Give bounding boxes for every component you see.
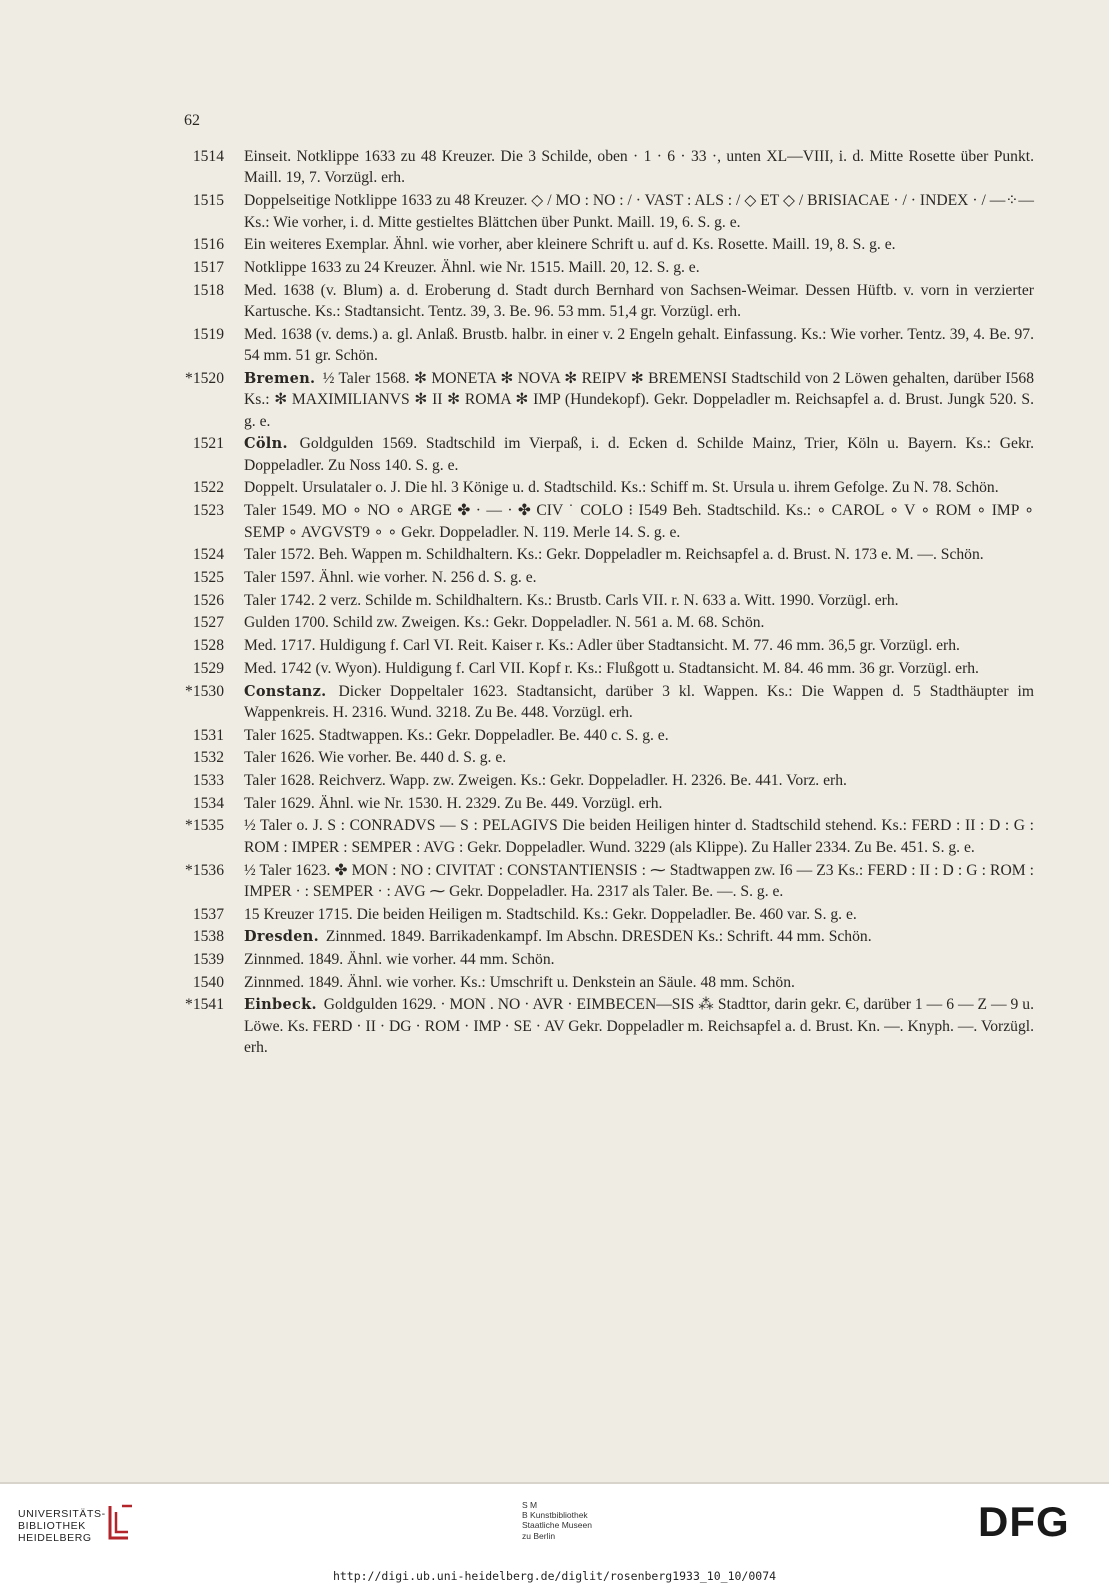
entry-number: 1531 — [192, 726, 224, 744]
entry-number: 1534 — [192, 794, 224, 812]
entry-description — [244, 324, 1034, 367]
catalog-entry — [172, 368, 1034, 432]
catalog-entry — [172, 500, 1034, 543]
entry-description — [244, 190, 1034, 233]
entry-description — [244, 368, 1034, 432]
entry-description — [244, 972, 1034, 993]
logo-text-line: BIBLIOTHEK — [18, 1520, 86, 1532]
catalog-entries — [172, 146, 1034, 1060]
entry-number: 1533 — [192, 772, 224, 790]
entry-description — [244, 681, 1034, 724]
catalog-entry — [172, 257, 1034, 278]
permalink-url[interactable]: http://digi.ub.uni-heidelberg.de/diglit/rosenberg1933_10_10/0074 — [332, 1569, 777, 1583]
catalog-entry — [172, 146, 1034, 189]
entry-description — [244, 590, 1034, 611]
entry-number: 1540 — [192, 973, 224, 991]
catalog-entry — [172, 433, 1034, 476]
catalog-entry — [172, 860, 1034, 903]
entry-number: 1539 — [192, 951, 224, 969]
entry-description — [244, 567, 1034, 588]
entry-text: Med. 1742 (v. Wyon). Huldigung f. Carl VII. Kopf r. Ks.: Flußgott u. Stadtansicht. M. 84. 46 mm. 36 gr. Vorzügl. erh. — [244, 659, 979, 677]
entry-text: Med. 1717. Huldigung f. Carl VI. Reit. Kaiser r. Ks.: Adler über Stadtansicht. M. 77. 46 mm. 36,5 gr. Vorzügl. erh. — [244, 637, 960, 655]
entry-number: 1537 — [192, 905, 224, 923]
stamp-line: zu Berlin — [522, 1530, 556, 1541]
heidelberg-emblem-icon — [102, 1502, 136, 1542]
entry-place-heading: Bremen. — [244, 369, 316, 387]
entry-description — [244, 234, 1034, 255]
entry-description — [244, 433, 1034, 476]
catalog-entry — [172, 635, 1034, 656]
catalog-entry — [172, 949, 1034, 970]
catalog-entry — [172, 770, 1034, 791]
entry-text: Doppelseitige Notklippe 1633 zu 48 Kreuzer. ◇ / MO : NO : / · VAST : ALS : / ◇ ET ◇ / BRISIACAE · / · INDEX · / —⁘— Ks.: Wie vorher, i. d. Mitte gestieltes Blättchen über Punkt. Maill. 19, 6. S. g. e. — [244, 192, 1034, 231]
page-number: 62 — [184, 112, 200, 129]
entry-description — [244, 860, 1034, 903]
kunstbibliothek-stamp — [522, 1500, 592, 1541]
entry-number: *1535 — [185, 817, 224, 835]
entry-description — [244, 725, 1034, 746]
catalog-entry — [172, 747, 1034, 768]
entry-text: Taler 1549. MO ∘ NO ∘ ARGE ✤ · — · ✤ CIV ˙ COLO ⁝ I549 Beh. Stadtschild. Ks.: ∘ CAROL ∘ V ∘ ROM ∘ IMP ∘ SEMP ∘ AVGVST9 ∘ ∘ Gekr. Doppeladler. N. 119. Merle 14. S. g. e. — [244, 502, 1034, 541]
entry-description — [244, 994, 1034, 1058]
entry-text: ½ Taler 1623. ✤ MON : NO : CIVITAT : CONSTANTIENSIS : ⁓ Stadtwappen zw. I6 — Z3 Ks.: FERD : II : D : G : ROM : IMPER · : SEMPER · : AVG ⁓ Gekr. Doppeladler. Ha. 2317 als Taler. Be. —. S. g. e. — [244, 861, 1034, 900]
entry-text: Gulden 1700. Schild zw. Zweigen. Ks.: Gekr. Doppeladler. N. 561 a. M. 68. Schön. — [244, 614, 765, 632]
entry-number: *1536 — [185, 861, 224, 879]
catalog-entry — [172, 567, 1034, 588]
entry-number: 1529 — [192, 659, 224, 677]
entry-number: 1538 — [192, 928, 224, 946]
entry-description — [244, 257, 1034, 278]
entry-description — [244, 612, 1034, 633]
entry-text: Taler 1626. Wie vorher. Be. 440 d. S. g. e. — [244, 749, 507, 767]
entry-place-heading: Einbeck. — [244, 996, 317, 1014]
entry-text: Zinnmed. 1849. Ähnl. wie vorher. 44 mm. Schön. — [244, 951, 555, 969]
entry-text: Taler 1742. 2 verz. Schilde m. Schildhaltern. Ks.: Brustb. Carls VII. r. N. 633 a. Witt. 1990. Vorzügl. erh. — [244, 591, 899, 609]
entry-description — [244, 815, 1034, 858]
entry-description — [244, 280, 1034, 323]
catalog-entry — [172, 477, 1034, 498]
entry-place-heading: Cöln. — [244, 435, 288, 453]
entry-text: Taler 1628. Reichverz. Wapp. zw. Zweigen. Ks.: Gekr. Doppeladler. H. 2326. Be. 441. Vorz. erh. — [244, 772, 847, 790]
logo-text-line: HEIDELBERG — [18, 1532, 92, 1544]
entry-text: Notklippe 1633 zu 24 Kreuzer. Ähnl. wie Nr. 1515. Maill. 20, 12. S. g. e. — [244, 258, 700, 276]
catalog-entry — [172, 324, 1034, 367]
entry-text: Goldgulden 1629. · MON . NO · AVR · EIMBECEN—SIS ⁂ Stadttor, darin gekr. Є, darüber 1 — 6 — Z — 9 u. Löwe. Ks. FERD · II · DG · ROM · IMP · SE · AV Gekr. Doppeladler m. Reichsapfel a. d. Brust. Kn. —. Knyph. —. Vorzügl. erh. — [244, 996, 1034, 1057]
entry-text: Taler 1597. Ähnl. wie vorher. N. 256 d. S. g. e. — [244, 568, 537, 586]
entry-number: *1530 — [185, 682, 224, 700]
entry-number: 1517 — [192, 258, 224, 276]
entry-text: ½ Taler o. J. S : CONRADVS — S : PELAGIVS Die beiden Heiligen hinter d. Stadtschild stehend. Ks.: FERD : II : D : G : ROM : IMPER : SEMPER : AVG : Gekr. Doppeladler. Wund. 3229 (als Klippe). Zu Haller 2334. Zu Be. 451. S. g. e. — [244, 817, 1034, 856]
entry-number: 1523 — [192, 502, 224, 520]
entry-description — [244, 949, 1034, 970]
catalog-entry — [172, 793, 1034, 814]
entry-text: Zinnmed. 1849. Barrikadenkampf. Im Abschn. DRESDEN Ks.: Schrift. 44 mm. Schön. — [325, 928, 872, 946]
entry-text: Taler 1629. Ähnl. wie Nr. 1530. H. 2329. Zu Be. 449. Vorzügl. erh. — [244, 794, 663, 812]
logo-text-line: UNIVERSITÄTS- — [18, 1508, 106, 1520]
catalog-entry — [172, 280, 1034, 323]
entry-number: 1526 — [192, 591, 224, 609]
catalog-entry — [172, 815, 1034, 858]
catalog-entry — [172, 994, 1034, 1058]
entry-number: 1518 — [192, 281, 224, 299]
entry-number: 1514 — [192, 148, 224, 165]
entry-description — [244, 500, 1034, 543]
entry-text: Taler 1572. Beh. Wappen m. Schildhaltern. Ks.: Gekr. Doppeladler m. Reichsapfel a. d. Brust. N. 173 e. M. —. Schön. — [244, 546, 984, 564]
entry-text: Med. 1638 (v. dems.) a. gl. Anlaß. Brustb. halbr. in einer v. 2 Engeln gehalt. Einfassung. Ks.: Wie vorher. Tentz. 39, 4. Be. 97. 54 mm. 51 gr. Schön. — [244, 325, 1034, 365]
entry-number: 1532 — [192, 749, 224, 767]
entry-description — [244, 477, 1034, 498]
entry-text: Einseit. Notklippe 1633 zu 48 Kreuzer. Die 3 Schilde, oben · 1 · 6 · 33 ·, unten XL—VIII, i. d. Mitte Rosette über Punkt. Maill. 19, 7. Vorzügl. erh. — [244, 148, 1034, 187]
entry-number: 1527 — [192, 614, 224, 632]
entry-number: 1525 — [192, 568, 224, 586]
entry-place-heading: Dresden. — [244, 928, 319, 946]
entry-number: 1515 — [192, 192, 224, 210]
entry-description — [244, 658, 1034, 679]
heidelberg-university-library-logo[interactable] — [18, 1508, 106, 1544]
catalog-entry — [172, 612, 1034, 633]
entry-number: 1519 — [192, 325, 224, 343]
stamp-line: S M — [522, 1500, 538, 1510]
entry-text: Goldgulden 1569. Stadtschild im Vierpaß, i. d. Ecken d. Schilde Mainz, Trier, Köln u. Bayern. Ks.: Gekr. Doppeladler. Zu Noss 140. S. g. e. — [244, 435, 1034, 474]
entry-number: *1520 — [185, 369, 224, 387]
stamp-line: Staatliche Museen — [522, 1520, 592, 1531]
entry-description — [244, 770, 1034, 791]
catalog-entry — [172, 972, 1034, 993]
catalog-entry — [172, 658, 1034, 679]
entry-number: 1524 — [192, 546, 224, 564]
entry-number: *1541 — [185, 996, 224, 1014]
catalog-entry — [172, 544, 1034, 565]
entry-place-heading: Constanz. — [244, 682, 327, 700]
entry-number: 1521 — [192, 435, 224, 453]
entry-number: 1528 — [192, 637, 224, 655]
entry-description — [244, 635, 1034, 656]
footer-divider — [0, 1482, 1109, 1484]
entry-description — [244, 146, 1034, 189]
entry-text: 15 Kreuzer 1715. Die beiden Heiligen m. Stadtschild. Ks.: Gekr. Doppeladler. Be. 460 var. S. g. e. — [244, 905, 857, 923]
entry-text: Doppelt. Ursulataler o. J. Die hl. 3 Könige u. d. Stadtschild. Ks.: Schiff m. St. Ursula u. ihrem Gefolge. Zu N. 78. Schön. — [244, 479, 999, 497]
catalog-entry — [172, 681, 1034, 724]
entry-text: Zinnmed. 1849. Ähnl. wie vorher. Ks.: Umschrift u. Denkstein an Säule. 48 mm. Schön. — [244, 973, 795, 991]
catalog-entry — [172, 904, 1034, 925]
dfg-logo[interactable]: DFG — [978, 1498, 1070, 1545]
entry-text: Taler 1625. Stadtwappen. Ks.: Gekr. Doppeladler. Be. 440 c. S. g. e. — [244, 726, 669, 744]
entry-description — [244, 747, 1034, 768]
entry-number: 1522 — [192, 479, 224, 497]
entry-text: Dicker Doppeltaler 1623. Stadtansicht, darüber 3 kl. Wappen. Ks.: Die Wappen d. 5 Stadthäupter im Wappenkreis. H. 2316. Wund. 3218. Zu Be. 448. Vorzügl. erh. — [244, 682, 1034, 721]
entry-text: Ein weiteres Exemplar. Ähnl. wie vorher, aber kleinere Schrift u. auf d. Ks. Rosette. Maill. 19, 8. S. g. e. — [244, 236, 896, 254]
entry-description — [244, 793, 1034, 814]
catalog-entry — [172, 926, 1034, 947]
entry-description — [244, 544, 1034, 565]
entry-description — [244, 926, 1034, 947]
entry-description — [244, 904, 1034, 925]
catalog-entry — [172, 725, 1034, 746]
catalog-entry — [172, 190, 1034, 233]
catalog-entry — [172, 590, 1034, 611]
entry-text: Med. 1638 (v. Blum) a. d. Eroberung d. Stadt durch Bernhard von Sachsen-Weimar. Dessen Hüftb. v. vorn in verzierter Kartusche. Ks.: Stadtansicht. Tentz. 39, 3. Be. 96. 53 mm. 51,4 gr. Vorzügl. erh. — [244, 281, 1034, 321]
stamp-line: B Kunstbibliothek — [522, 1510, 588, 1521]
entry-number: 1516 — [192, 236, 224, 254]
entry-text: ½ Taler 1568. ✻ MONETA ✻ NOVA ✻ REIPV ✻ BREMENSI Stadtschild von 2 Löwen gehalten, darüber I568 Ks.: ✻ MAXIMILIANVS ✻ II ✻ ROMA ✻ IMP (Hundekopf). Gekr. Doppeladler m. Reichsapfel a. d. Brust. Jungk 520. S. g. e. — [244, 369, 1035, 430]
catalog-entry — [172, 234, 1034, 255]
